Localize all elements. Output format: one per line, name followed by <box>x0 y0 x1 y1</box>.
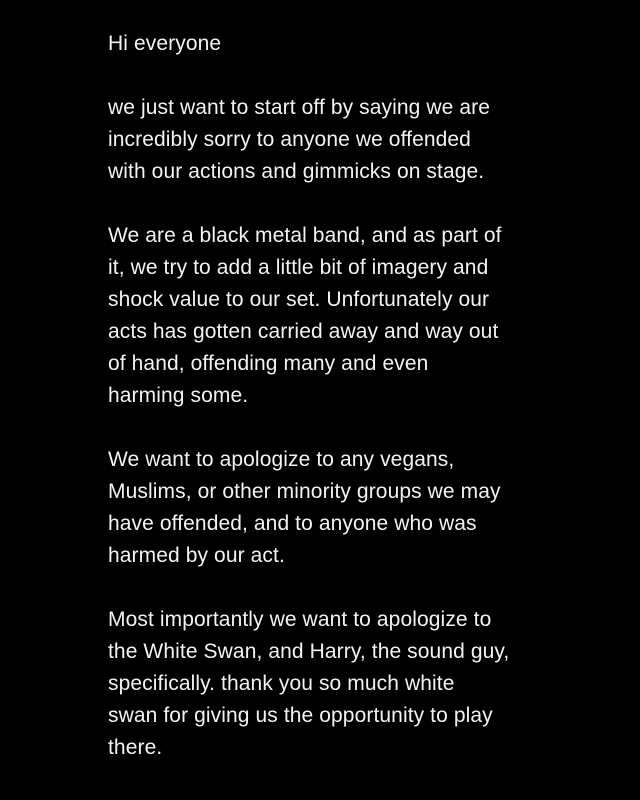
text-line: there. <box>108 736 163 759</box>
paragraph-gap <box>108 188 608 220</box>
text-line: We are a black metal band, and as part of <box>108 224 502 247</box>
paragraph-gap <box>108 572 608 604</box>
paragraph-2 <box>108 220 608 412</box>
text-line: swan for giving us the opportunity to play <box>108 704 493 727</box>
paragraph-4 <box>108 604 608 764</box>
text-line: specifically. thank you so much white <box>108 672 455 695</box>
text-line: with our actions and gimmicks on stage. <box>108 160 485 183</box>
text-line: acts has gotten carried away and way out <box>108 320 499 343</box>
text-line: have offended, and to anyone who was <box>108 512 477 535</box>
paragraph-3 <box>108 444 608 572</box>
paragraph-1 <box>108 92 608 188</box>
greeting: Hi everyone <box>108 32 222 55</box>
text-line: We want to apologize to any vegans, <box>108 448 455 471</box>
text-line: harming some. <box>108 384 249 407</box>
text-line: Muslims, or other minority groups we may <box>108 480 501 503</box>
paragraph-gap <box>108 412 608 444</box>
text-line: Most importantly we want to apologize to <box>108 608 492 631</box>
paragraph-gap <box>108 60 608 92</box>
text-line: we just want to start off by saying we are <box>108 96 490 119</box>
text-line: incredibly sorry to anyone we offended <box>108 128 471 151</box>
text-line: the White Swan, and Harry, the sound guy, <box>108 640 510 663</box>
apology-note <box>108 28 608 764</box>
text-line: of hand, offending many and even <box>108 352 429 375</box>
text-line: it, we try to add a little bit of imagery and <box>108 256 489 279</box>
text-line: harmed by our act. <box>108 544 285 567</box>
text-line: shock value to our set. Unfortunately our <box>108 288 490 311</box>
